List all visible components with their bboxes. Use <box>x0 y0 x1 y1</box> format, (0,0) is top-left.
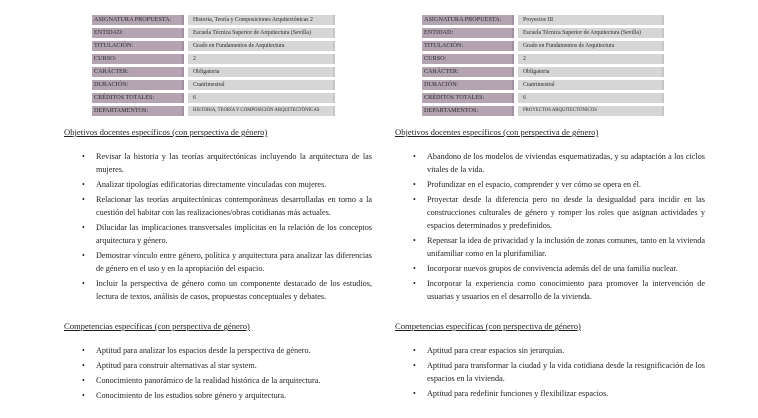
row-value: Grado en Fundamentos de Arquitectura <box>188 41 335 51</box>
course-info-table <box>422 15 664 119</box>
objectives-section <box>395 127 709 305</box>
row-value: Escuela Técnica Superior de Arquitectura (Sevilla) <box>188 28 335 38</box>
table-row <box>422 15 664 25</box>
bullet-icon: • <box>82 376 85 385</box>
table-row <box>422 41 664 51</box>
list-item: • Analizar tipologías edificatorias directamente vinculadas con mujeres. <box>82 180 327 189</box>
row-value: 2 <box>518 54 664 64</box>
row-label: CURSO: <box>422 54 514 64</box>
bullet-icon: • <box>82 361 85 370</box>
bullet-icon: • <box>413 195 416 204</box>
bullet-icon: • <box>413 389 416 398</box>
row-label: ENTIDAD: <box>92 28 184 38</box>
row-value: PROYECTOS ARQUITECTÓNICOS <box>518 106 664 116</box>
row-label: TITULACIÓN: <box>92 41 184 51</box>
row-value: Cuatrimestral <box>518 80 664 90</box>
table-row <box>422 28 664 38</box>
table-row <box>422 67 664 77</box>
row-label: ASIGNATURA PROPUESTA: <box>92 15 184 25</box>
bullet-icon: • <box>413 180 416 189</box>
bullet-icon: • <box>82 195 85 204</box>
row-label: DEPARTAMENTOS: <box>422 106 514 116</box>
list-item: • Repensar la idea de privacidad y la inclusión de zonas comunes, tanto en la vivienda unifamiliar como en la plurifamiliar. <box>413 236 705 258</box>
list-item: • Aptitud para crear espacios sin jerarquías. <box>413 346 565 355</box>
objectives-section <box>64 127 372 305</box>
list-item: • Incorporar nuevos grupos de convivencia además del de una familia nuclear. <box>413 264 678 273</box>
list-item: • Dilucidar las implicaciones transversales implícitas en la relación de los conceptos arquitectura y género. <box>82 223 372 245</box>
table-row <box>92 80 335 90</box>
bullet-icon: • <box>82 180 85 189</box>
table-row <box>92 67 335 77</box>
row-label: DEPARTAMENTOS: <box>92 106 184 116</box>
bullet-icon: • <box>82 223 85 232</box>
row-value: 6 <box>188 93 335 103</box>
list-item: • Conocimiento de los estudios sobre género y arquitectura. <box>82 391 287 400</box>
bullet-icon: • <box>413 279 416 288</box>
bullet-icon: • <box>413 236 416 245</box>
table-row <box>92 93 335 103</box>
list-item: • Proyectar desde la diferencia pero no desde la desigualdad para incidir en las construcciones culturales de género y romper los roles que asignan actividades y espacios determinados y predefinidos. <box>413 195 705 230</box>
list-item: • Aptitud para analizar los espacios desde la perspectiva de género. <box>82 346 311 355</box>
competences-list <box>64 344 372 402</box>
bullet-icon: • <box>82 279 85 288</box>
list-item: • Demostrar vínculo entre género, política y arquitectura para analizar las diferencias de género en el uso y en la apropiación del espacio. <box>82 251 372 273</box>
bullet-icon: • <box>82 251 85 260</box>
row-label: ASIGNATURA PROPUESTA: <box>422 15 514 25</box>
bullet-icon: • <box>413 346 416 355</box>
list-item: • Conocimiento panorámico de la realidad histórica de la arquitectura. <box>82 376 321 385</box>
row-value: Grado en Fundamentos de Arquitectura <box>518 41 664 51</box>
list-item: • Incorporar la experiencia como conocimiento para promover la intervención de usuarias y usuarios en el desarrollo de la vivienda. <box>413 279 705 301</box>
row-value: Cuatrimestral <box>188 80 335 90</box>
row-value: 2 <box>188 54 335 64</box>
section-title: Competencias específicas (con perspectiva de género) <box>64 321 250 331</box>
objectives-list <box>64 150 372 303</box>
row-label: TITULACIÓN: <box>422 41 514 51</box>
course-info-table <box>92 15 335 119</box>
section-title: Objetivos docentes específicos (con perspectiva de género) <box>64 127 268 137</box>
row-label: ENTIDAD: <box>422 28 514 38</box>
competences-section <box>64 321 365 404</box>
row-value: Proyectos III <box>518 15 664 25</box>
bullet-icon: • <box>413 152 416 161</box>
bullet-icon: • <box>82 346 85 355</box>
competences-section <box>395 321 709 402</box>
row-label: CRÉDITOS TOTALES: <box>422 93 514 103</box>
list-item: • Relacionar las teorías arquitectónicas contemporáneas desarrolladas en torno a la cuestión del habitar con las realizaciones/obras cotidianas más actuales. <box>82 195 372 217</box>
row-label: CARÁCTER: <box>422 67 514 77</box>
bullet-icon: • <box>82 391 85 400</box>
row-value: Obligatoria <box>188 67 335 77</box>
table-row <box>422 54 664 64</box>
list-item: • Abandono de los modelos de viviendas esquematizadas, y su adaptación a los ciclos vitales de la vida. <box>413 152 705 174</box>
section-title: Competencias específicas (con perspectiva de género) <box>395 321 581 331</box>
section-title: Objetivos docentes específicos (con perspectiva de género) <box>395 127 599 137</box>
list-item: • Aptitud para construir alternativas al star system. <box>82 361 257 370</box>
list-item: • Profundizar en el espacio, comprender y ver cómo se opera en él. <box>413 180 641 189</box>
list-item: • Revisar la historia y las teorías arquitectónicas incluyendo la arquitectura de las mujeres. <box>82 152 372 174</box>
row-label: DURACIÓN: <box>92 80 184 90</box>
bullet-icon: • <box>413 264 416 273</box>
bullet-icon: • <box>82 152 85 161</box>
list-item: • Incluir la perspectiva de género como un componente destacado de los estudios, lectura de textos, análisis de casos, propuestas conceptuales y debates. <box>82 279 372 301</box>
row-value: Historia, Teoría y Composiciones Arquitectónicas 2 <box>188 15 335 25</box>
competences-list <box>395 344 705 400</box>
objectives-list <box>395 150 705 303</box>
table-row <box>422 93 664 103</box>
table-row <box>92 106 335 116</box>
row-label: CARÁCTER: <box>92 67 184 77</box>
row-value: Escuela Técnica Superior de Arquitectura (Sevilla) <box>518 28 664 38</box>
row-label: CRÉDITOS TOTALES: <box>92 93 184 103</box>
table-row <box>92 28 335 38</box>
row-label: CURSO: <box>92 54 184 64</box>
table-row <box>92 41 335 51</box>
row-value: Obligatoria <box>518 67 664 77</box>
bullet-icon: • <box>413 361 416 370</box>
list-item: • Aptitud para redefinir funciones y flexibilizar espacios. <box>413 389 609 398</box>
row-value: 6 <box>518 93 664 103</box>
table-row <box>422 106 664 116</box>
row-value: HISTORIA, TEORÍA Y COMPOSICIÓN ARQUITECTÓNICAS <box>188 106 335 116</box>
table-row <box>92 15 335 25</box>
list-item: • Aptitud para transformar la ciudad y la vida cotidiana desde la resignificación de los espacios en la vivienda. <box>413 361 705 383</box>
row-label: DURACIÓN: <box>422 80 514 90</box>
table-row <box>422 80 664 90</box>
table-row <box>92 54 335 64</box>
